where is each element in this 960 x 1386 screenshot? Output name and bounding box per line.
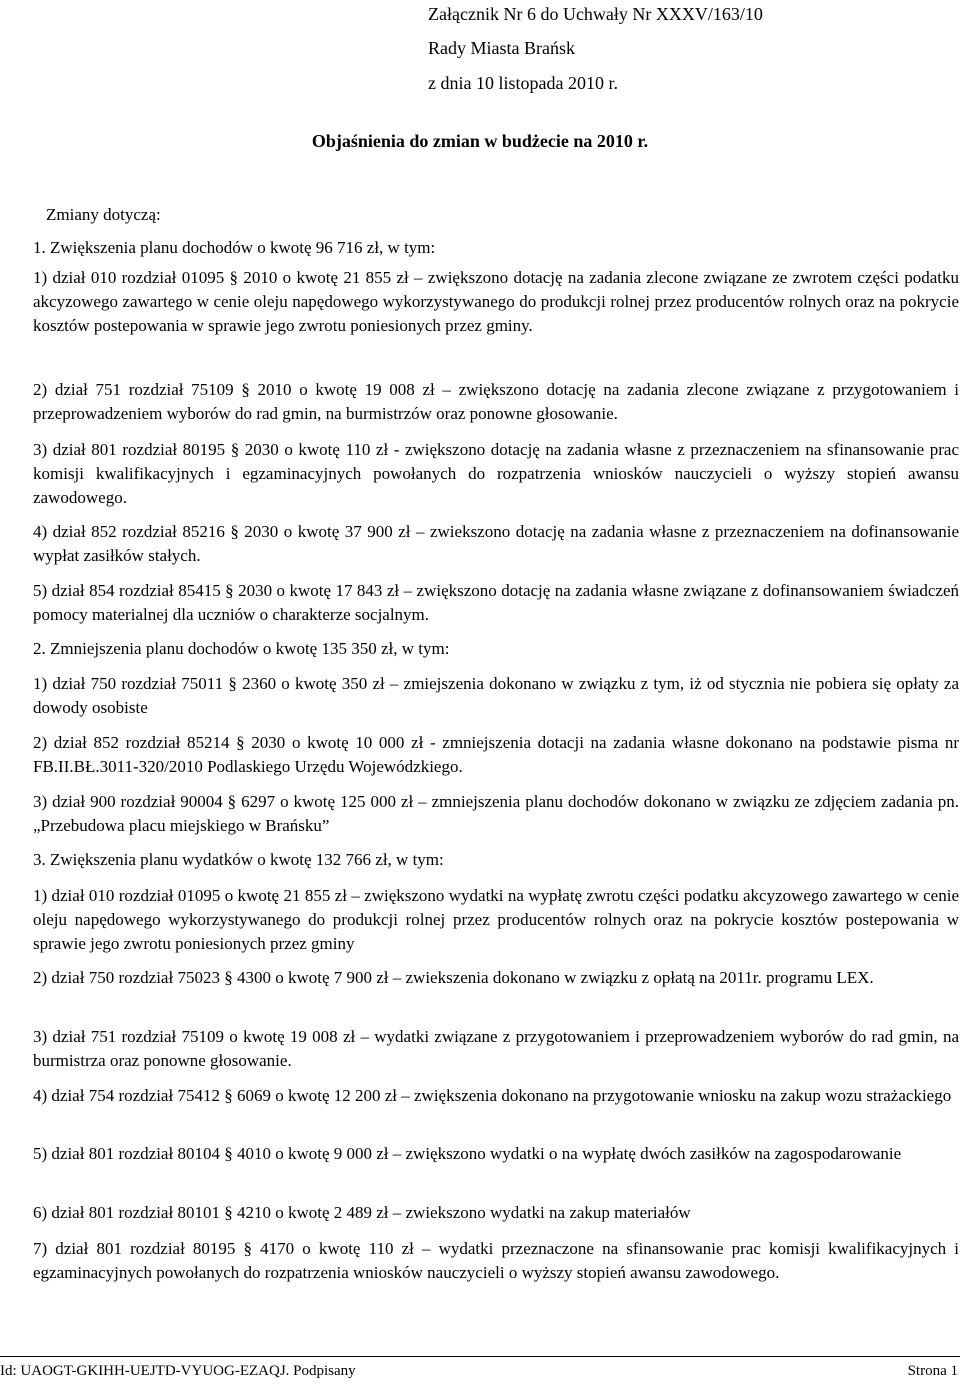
- section-1-item-3: 3) dział 801 rozdział 80195 § 2030 o kwotę 110 zł - zwiększono dotację na zadania własne z przeznaczeniem na sfinansowanie prac komisji kwalifikacyjnych i egzaminacyjnych powołanych do rozpatrzenia wniosków nauczycieli o wyższy stopień awansu zawodowego.: [33, 440, 959, 507]
- attachment-header-line-2: Rady Miasta Brańsk: [428, 38, 575, 58]
- footer-page-number: Strona 1: [907, 1363, 958, 1379]
- section-1-item-5: 5) dział 854 rozdział 85415 § 2030 o kwotę 17 843 zł – zwiększono dotację na zadania własne związane z dofinansowaniem świadczeń pomocy materialnej dla uczniów o charakterze socjalnym.: [33, 581, 959, 624]
- intro-text: Zmiany dotyczą:: [46, 205, 161, 224]
- section-3-item-4: 4) dział 754 rozdział 75412 § 6069 o kwotę 12 200 zł – zwiększenia dokonano na przygotowanie wniosku na zakup wozu strażackiego: [33, 1086, 952, 1105]
- section-2-item-3: 3) dział 900 rozdział 90004 § 6297 o kwotę 125 000 zł – zmniejszenia planu dochodów dokonano w związku ze zdjęciem zadania pn. „Przebudowa placu miejskiego w Brańsku”: [33, 792, 959, 835]
- section-1-item-2: 2) dział 751 rozdział 75109 § 2010 o kwotę 19 008 zł – zwiększono dotację na zadania zlecone związane z przygotowaniem i przeprowadzeniem wyborów do rad gmin, na burmistrzów oraz ponowne głosowanie.: [33, 380, 959, 423]
- footer-document-id: Id: UAOGT-GKIHH-UEJTD-VYUOG-EZAQJ. Podpisany: [0, 1363, 356, 1379]
- section-3-item-3: 3) dział 751 rozdział 75109 o kwotę 19 008 zł – wydatki związane z przygotowaniem i przeprowadzeniem wyborów do rad gmin, na burmistrza oraz ponowne głosowanie.: [33, 1027, 959, 1070]
- section-3-heading: 3. Zwiększenia planu wydatków o kwotę 132 766 zł, w tym:: [33, 850, 444, 869]
- section-2-heading: 2. Zmniejszenia planu dochodów o kwotę 135 350 zł, w tym:: [33, 639, 450, 658]
- section-3-item-1: 1) dział 010 rozdział 01095 o kwotę 21 855 zł – zwiększono wydatki na wypłatę zwrotu części podatku akcyzowego zawartego w cenie oleju napędowego wykorzystywanego do produkcji rolnej przez producentów rolnych oraz na pokrycie kosztów postepowania w sprawie jego zwrotu poniesionych przez gminy: [33, 886, 959, 953]
- attachment-header-line-1: Załącznik Nr 6 do Uchwały Nr XXXV/163/10: [428, 4, 763, 24]
- section-2-item-1: 1) dział 750 rozdział 75011 § 2360 o kwotę 350 zł – zmiejszenia dokonano w związku z tym, iż od stycznia nie pobiera się opłaty za dowody osobiste: [33, 674, 959, 717]
- section-1-item-1: 1) dział 010 rozdział 01095 § 2010 o kwotę 21 855 zł – zwiększono dotację na zadania zlecone związane ze zwrotem części podatku akcyzowego zawartego w cenie oleju napędowego wykorzystywanego do produkcji rolnej przez producentów rolnych oraz na pokrycie kosztów postepowania w sprawie jego zwrotu poniesionych przez gminy.: [33, 268, 959, 335]
- section-2-item-2: 2) dział 852 rozdział 85214 § 2030 o kwotę 10 000 zł - zmniejszenia dotacji na zadania własne dokonano na podstawie pisma nr FB.II.BŁ.3011-320/2010 Podlaskiego Urzędu Wojewódzkiego.: [33, 733, 959, 776]
- section-3-item-5: 5) dział 801 rozdział 80104 § 4010 o kwotę 9 000 zł – zwiększono wydatki o na wypłatę dwóch zasiłków na zagospodarowanie: [33, 1144, 902, 1163]
- attachment-header-line-3: z dnia 10 listopada 2010 r.: [428, 73, 618, 93]
- document-title: Objaśnienia do zmian w budżecie na 2010 r.: [311, 131, 649, 151]
- footer-divider: [0, 1356, 960, 1357]
- section-3-item-6: 6) dział 801 rozdział 80101 § 4210 o kwotę 2 489 zł – zwiekszono wydatki na zakup materiałów: [33, 1203, 691, 1222]
- section-1-item-4: 4) dział 852 rozdział 85216 § 2030 o kwotę 37 900 zł – zwiekszono dotację na zadania własne z przeznaczeniem na dofinansowanie wypłat zasiłków stałych.: [33, 522, 959, 565]
- section-1-heading: 1. Zwiększenia planu dochodów o kwotę 96 716 zł, w tym:: [33, 238, 436, 257]
- section-3-item-2: 2) dział 750 rozdział 75023 § 4300 o kwotę 7 900 zł – zwiekszenia dokonano w związku z opłatą na 2011r. programu LEX.: [33, 968, 874, 987]
- section-3-item-7: 7) dział 801 rozdział 80195 § 4170 o kwotę 110 zł – wydatki przeznaczone na sfinansowanie prac komisji kwalifikacyjnych i egzaminacyjnych powołanych do rozpatrzenia wniosków nauczycieli o wyższy stopień awansu zawodowego.: [33, 1239, 959, 1282]
